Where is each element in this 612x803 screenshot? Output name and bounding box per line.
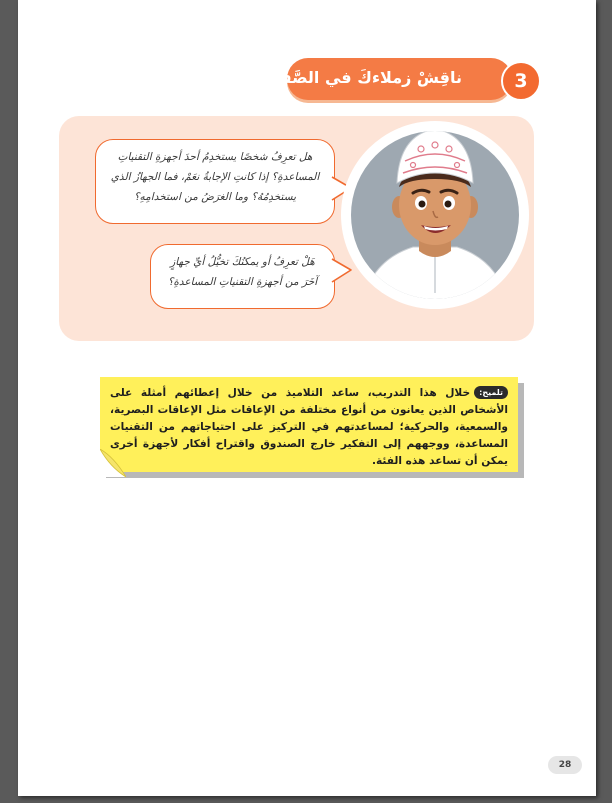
speech-bubble-question-1: [95, 139, 335, 224]
tip-text-block: [110, 385, 508, 470]
tip-label-badge: تلميح:: [474, 386, 508, 399]
teacher-tip-note: [100, 377, 518, 472]
omani-boy-illustration: [341, 121, 529, 309]
speech-bubble-question-2: [150, 244, 335, 309]
tip-text: خلال هذا التدريب، ساعد التلاميذ من خلال إعطائهم أمثلة على الأشخاص الذين يعانون من أنواع مختلفة من الإعاقات مثل الإعاقات البصرية، والسمعية، والحركية؛ لمساعدتهم في التركيز على احتياجاتهم من التقنيات المساعدة، ووجههم إلى التفكير خارج الصندوق واقتراح أفكار لأجهزة أخرى يمكن أن تساعد هذه الفئة.: [110, 387, 508, 467]
section-number-badge: 3: [501, 61, 541, 101]
page-number-badge: 28: [548, 756, 582, 774]
section-heading: [267, 58, 512, 100]
bubble-line: هل تعرِفُ شخصًا يستخدِمُ أحدَ أجهزةِ التقنياتِ: [117, 151, 313, 163]
bubble-line: هَلْ تعرِفُ أو يمكنُكَ تخيُّلُ أيِّ جهازٍ: [170, 256, 315, 268]
bubble-line: المساعدةِ؟ إذا كانتِ الإجابةُ نعَمْ، فما الجهازُ الذي: [110, 171, 320, 183]
bubble-line: آخَرَ من أجهزةِ التقنياتِ المساعدةِ؟: [167, 276, 318, 288]
page-curl-icon: [100, 449, 126, 477]
section-title: ناقِشْ زملاءكَ في الصَّفّ.: [267, 68, 462, 87]
bubble-line: يستخدِمُهُ؟ وما الغرَضُ من استخدامِهِ؟: [133, 191, 297, 203]
